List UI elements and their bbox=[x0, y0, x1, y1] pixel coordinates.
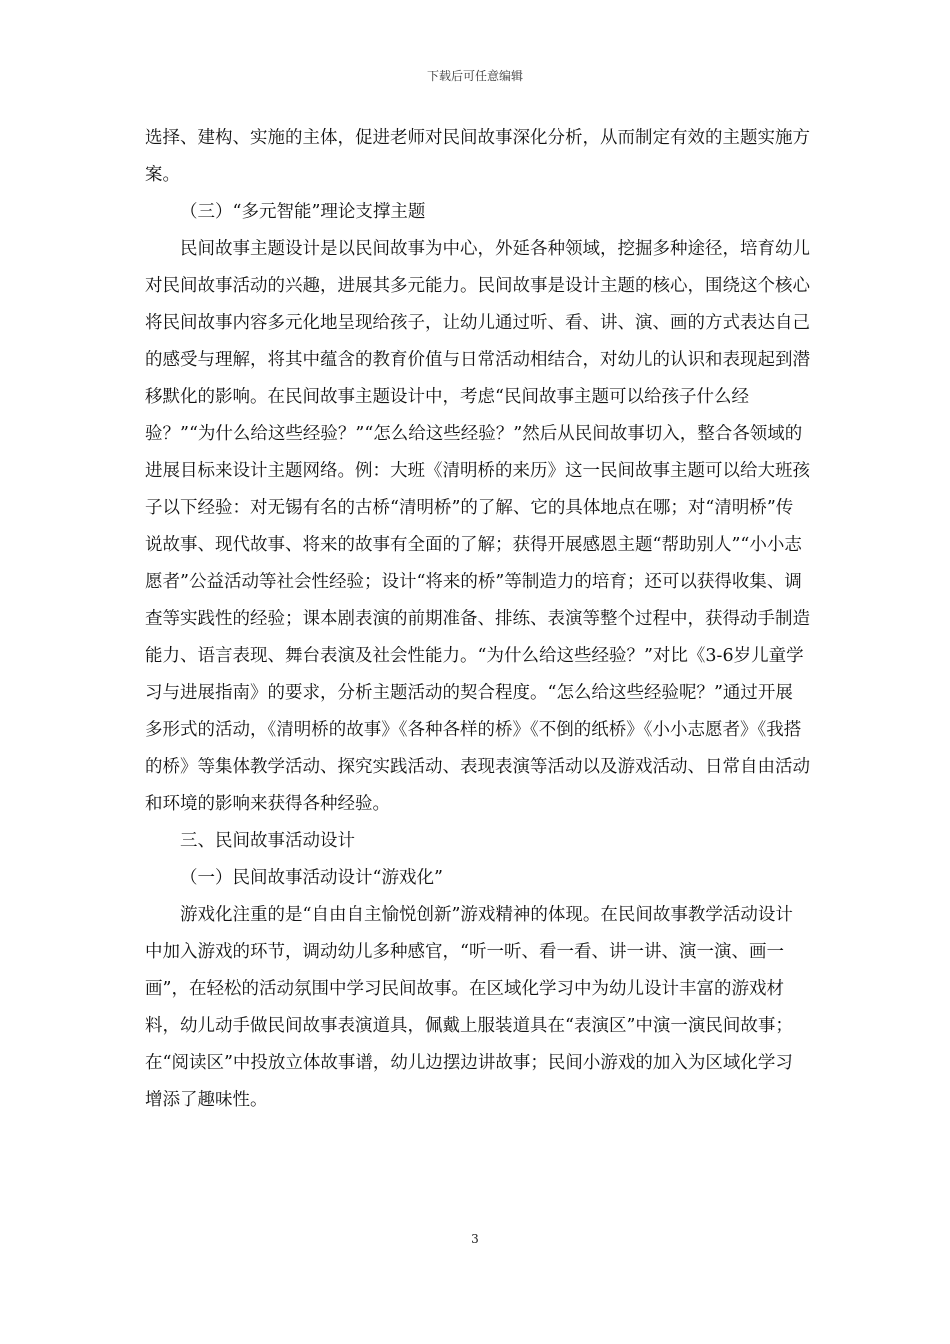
page-number: 3 bbox=[471, 1232, 479, 1246]
paragraph: 选择、建构、实施的主体，促进老师对民间故事深化分析，从而制定有效的主题实施方案。 bbox=[145, 128, 810, 185]
page-header: 下载后可任意编辑 bbox=[426, 69, 523, 83]
paragraph: 民间故事主题设计是以民间故事为中心，外延各种领域，挖掘多种途径，培育幼儿对民间故事活动的兴趣，进展其多元能力。民间故事是设计主题的核心，围绕这个核心将民间故事内容多元化地呈现给孩子，让幼儿通过听、看、讲、演、画的方式表达自己的感受与理解，将其中蕴含的教育价值与日常活动相结合，对幼儿的认识和表现起到潜移默化的影响。在民间故事主题设计中，考虑“民间故事主题可以给孩子什么经验？”“为什么给这些经验？”“怎么给这些经验？”然后从民间故事切入，整合各领域的进展目标来设计主题网络。例：大班《清明桥的来历》这一民间故事主题可以给大班孩子以下经验：对无锡有名的古桥“清明桥”的了解、它的具体地点在哪；对“清明桥”传说故事、现代故事、将来的故事有全面的了解；获得开展感恩主题“帮助别人”“小小志愿者”公益活动等社会性经验；设计“将来的桥”等制造力的培育；还可以获得收集、调查等实践性的经验；课本剧表演的前期准备、排练、表演等整个过程中，获得动手制造能力、语言表现、舞台表演及社会性能力。“为什么给这些经验？”对比《3-6岁儿童学习与进展指南》的要求，分析主题活动的契合程度。“怎么给这些经验呢？”通过开展多形式的活动，《清明桥的故事》《各种各样的桥》《不倒的纸桥》《小小志愿者》《我搭的桥》等集体教学活动、探究实践活动、表现表演等活动以及游戏活动、日常自由活动和环境的影响来获得各种经验。 bbox=[145, 239, 810, 814]
document-body bbox=[145, 120, 810, 1119]
paragraph: 游戏化注重的是“自由自主愉悦创新”游戏精神的体现。在民间故事教学活动设计中加入游戏的环节，调动幼儿多种感官，“听一听、看一看、讲一讲、演一演、画一画”，在轻松的活动氛围中学习民间故事。在区域化学习中为幼儿设计丰富的游戏材料，幼儿动手做民间故事表演道具，佩戴上服装道具在“表演区”中演一演民间故事；在“阅读区”中投放立体故事谱，幼儿边摆边讲故事；民间小游戏的加入为区域化学习增添了趣味性。 bbox=[145, 905, 793, 1110]
section-heading: （一）民间故事活动设计“游戏化” bbox=[180, 868, 443, 888]
section-heading: （三）“多元智能”理论支撑主题 bbox=[180, 202, 426, 222]
section-heading: 三、民间故事活动设计 bbox=[180, 831, 355, 851]
